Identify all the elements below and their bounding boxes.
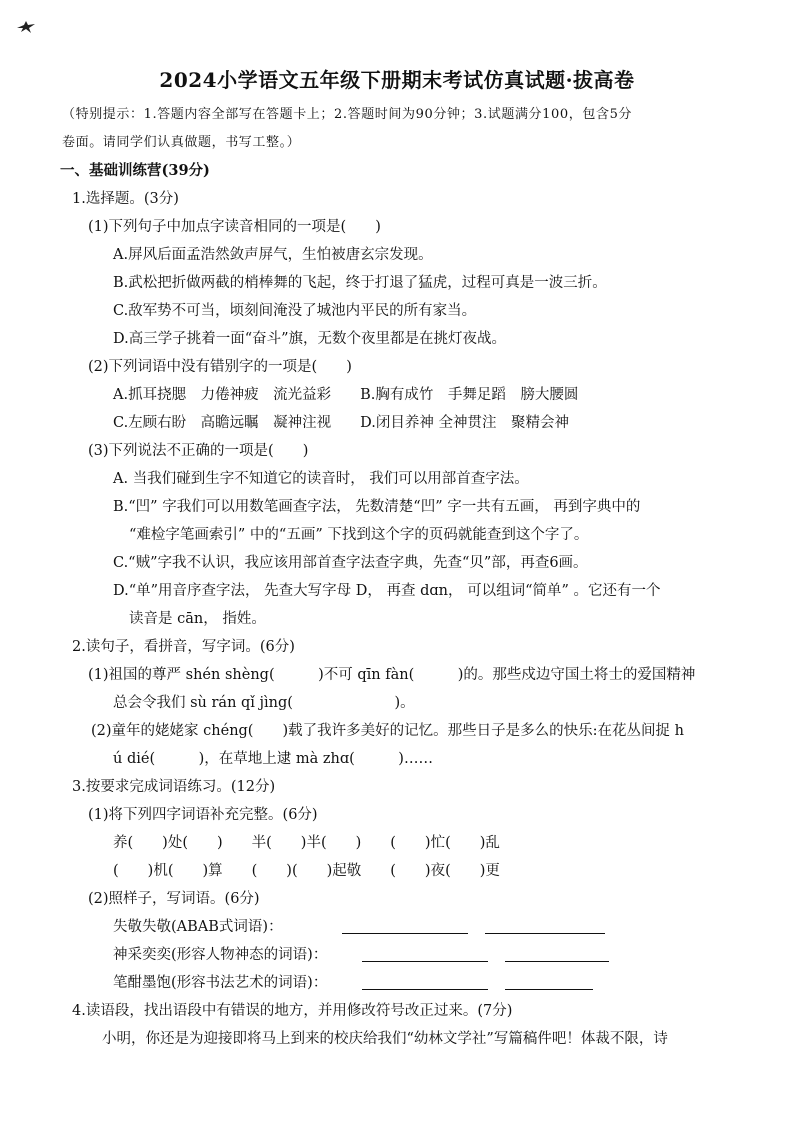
tip-line-1: （特别提示：1.答题内容全部写在答题卡上；2.答题时间为90分钟；3.试题满分100，包含5分 (62, 107, 633, 122)
q1-sub2-stem: (2)下列词语中没有错别字的一项是( ) (88, 359, 352, 375)
q1-sub3-option-d-line1: D.“单”用音序查字法， 先查大写字母 D， 再查 dɑn， 可以组词“简单” 。它还有一个 (113, 583, 661, 599)
q3-title: 3.按要求完成词语练习。(12分) (72, 779, 276, 795)
q1-sub3-option-b-line2: “难检字笔画索引” 中的“五画” 下找到这个字的页码就能查到这个字了。 (129, 527, 589, 543)
q1-sub3-option-d-line2: 读音是 cān， 指姓。 (129, 611, 266, 627)
q3-idiom-row-1: 养( )处( ) 半( )半( ) ( )忙( )乱 (113, 835, 500, 851)
page-title: 2024小学语文五年级下册期末考试仿真试题·拔高卷 (159, 68, 635, 92)
q3-idiom-row-2: ( )机( )算 ( )( )起敬 ( )夜( )更 (113, 863, 500, 879)
q4-passage: 小明，你还是为迎接即将马上到来的校庆给我们“幼林文学社”写篇稿件吧！体裁不限，诗 (102, 1031, 668, 1047)
q2-sentence1-line1: (1)祖国的尊严 shén shèng( )不可 qīn fàn( )的。那些戍边守国土将士的爱国精神 (88, 667, 696, 683)
q1-sub1-stem: (1)下列句子中加点字读音相同的一项是( ) (88, 219, 381, 235)
q1-sub3-option-a: A. 当我们碰到生字不知道它的读音时， 我们可以用部首查字法。 (113, 471, 529, 487)
q3-example-1 (113, 917, 283, 937)
q4-title: 4.读语段，找出语段中有错误的地方，并用修改符号改正过来。(7分) (72, 1003, 513, 1019)
answer-blank[interactable] (362, 947, 488, 962)
answer-blank[interactable] (362, 975, 488, 990)
answer-blank[interactable] (505, 947, 609, 962)
section-heading: 一、基础训练营(39分) (60, 162, 210, 179)
q3-example-3 (113, 973, 327, 993)
q2-title: 2.读句子，看拼音，写字词。(6分) (72, 639, 295, 655)
answer-blank[interactable] (505, 975, 593, 990)
q3-example-2 (113, 945, 327, 965)
q2-sentence2-line2: ú dié( )，在草地上逮 mà zhɑ( )…… (113, 751, 433, 767)
q3-part1-title: (1)将下列四字词语补充完整。(6分) (88, 807, 318, 823)
q3-part2-title: (2)照样子，写词语。(6分) (88, 891, 260, 907)
tip-line-2: 卷面。请同学们认真做题，书写工整。） (62, 135, 301, 150)
q1-title: 1.选择题。(3分) (72, 191, 179, 207)
answer-blank[interactable] (342, 919, 468, 934)
q1-sub2-options-ab: A.抓耳挠腮 力倦神疲 流光益彩 B.胸有成竹 手舞足蹈 膀大腰圆 (113, 387, 579, 403)
q1-sub3-option-b-line1: B.“凹” 字我们可以用数笔画查字法， 先数清楚“凹” 字一共有五画， 再到字典中的 (113, 499, 641, 515)
q1-sub2-options-cd: C.左顾右盼 高瞻远瞩 凝神注视 D.闭目养神 全神贯注 聚精会神 (113, 415, 570, 431)
q1-sub1-option-b: B.武松把折做两截的梢棒舞的飞起，终于打退了猛虎，过程可真是一波三折。 (113, 275, 607, 291)
q1-sub1-option-a: A.屏风后面孟浩然敛声屏气，生怕被唐玄宗发现。 (113, 247, 433, 263)
answer-blank[interactable] (485, 919, 605, 934)
q3-example-3-label: 笔酣墨饱(形容书法艺术的词语)： (113, 975, 328, 991)
q1-sub3-option-c: C.“贼”字我不认识，我应该用部首查字法查字典，先查“贝”部，再查6画。 (113, 555, 588, 571)
q2-sentence1-line2: 总会令我们 sù rán qǐ jìng( )。 (113, 695, 415, 711)
q2-sentence2-line1: (2)童年的姥姥家 chéng( )载了我许多美好的记忆。那些日子是多么的快乐:在花丛间捉 h (91, 723, 684, 739)
q1-sub1-option-c: C.敌军势不可当，顷刻间淹没了城池内平民的所有家当。 (113, 303, 477, 319)
q1-sub1-option-d: D.高三学子挑着一面“奋斗”旗，无数个夜里都是在挑灯夜战。 (113, 331, 507, 347)
bird-logo-icon (16, 20, 36, 34)
q3-example-2-label: 神采奕奕(形容人物神态的词语)： (113, 947, 328, 963)
q1-sub3-stem: (3)下列说法不正确的一项是( ) (88, 443, 309, 459)
q3-example-1-label: 失敬失敬(ABAB式词语)： (113, 919, 283, 935)
